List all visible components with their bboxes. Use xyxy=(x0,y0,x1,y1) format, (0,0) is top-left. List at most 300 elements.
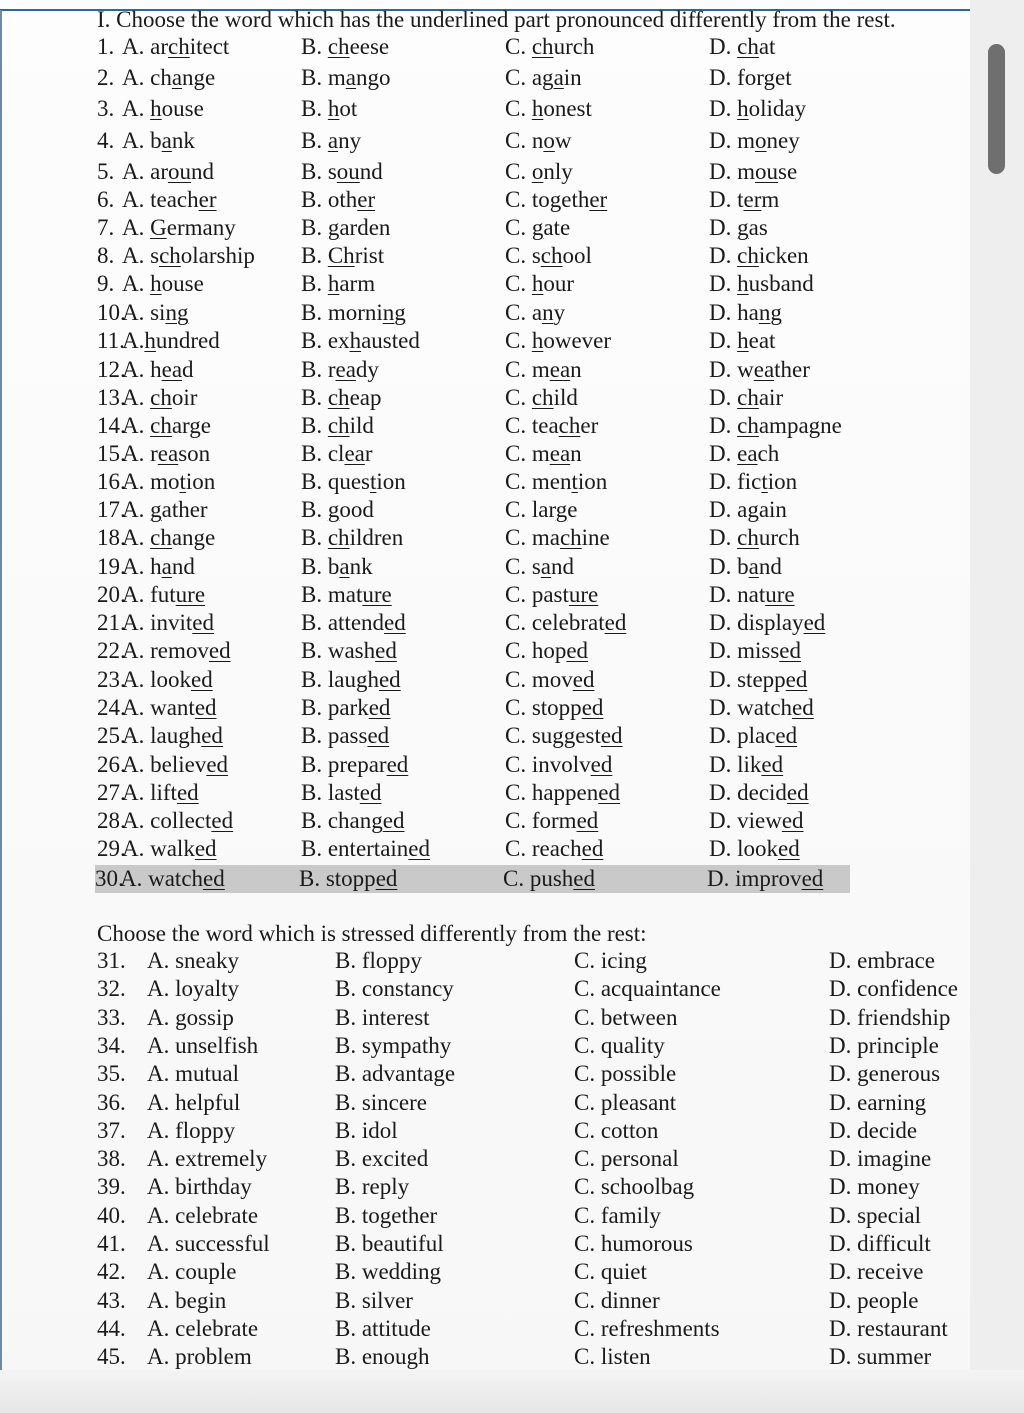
option-b: B. mango xyxy=(301,65,391,90)
underlined-part: h xyxy=(737,271,749,296)
question-number: 27. xyxy=(97,780,126,805)
underlined-part: ure xyxy=(362,582,392,607)
option-a: A. floppy xyxy=(147,1118,236,1143)
underlined-part: h xyxy=(531,328,544,353)
option-d: D. summer xyxy=(829,1344,932,1369)
option-a: A. Germany xyxy=(122,215,236,240)
option-b: B. laughed xyxy=(301,667,401,692)
option-c: C. dinner xyxy=(574,1288,660,1313)
option-c: C. quiet xyxy=(574,1259,647,1284)
option-d: D. restaurant xyxy=(829,1316,948,1341)
option-c: C. personal xyxy=(574,1146,679,1171)
underlined-part: g xyxy=(555,497,568,522)
option-b: B. attended xyxy=(301,610,406,635)
underlined-part: o xyxy=(531,159,544,184)
option-c: C. honest xyxy=(505,96,592,121)
underlined-part: ea xyxy=(753,357,775,382)
question-number: 5. xyxy=(97,159,115,184)
option-a: A. laughed xyxy=(122,723,223,748)
option-b: B. ready xyxy=(301,357,379,382)
underlined-part: ch xyxy=(531,34,554,59)
underlined-part: ed xyxy=(778,836,800,861)
question-number: 25. xyxy=(97,723,126,748)
option-d: D. heat xyxy=(709,328,776,353)
underlined-part: ed xyxy=(775,723,798,748)
question-number: 40. xyxy=(97,1203,126,1228)
option-a: A. change xyxy=(122,65,216,90)
option-a: A. gather xyxy=(122,497,208,522)
underlined-part: h xyxy=(327,271,340,296)
option-c: C. acquaintance xyxy=(574,976,721,1001)
option-b: B. beautiful xyxy=(335,1231,444,1256)
underlined-part: ed xyxy=(761,752,784,777)
option-c: C. quality xyxy=(574,1033,665,1058)
option-b: B. floppy xyxy=(335,948,422,973)
option-b: B. cheese xyxy=(301,34,390,59)
option-c: C. mention xyxy=(505,469,608,494)
underlined-part: ed xyxy=(785,667,808,692)
option-a: A. watched xyxy=(120,866,225,891)
underlined-part: ed xyxy=(211,808,234,833)
underlined-part: o xyxy=(543,128,555,153)
underlined-part: ed xyxy=(581,836,604,861)
underlined-part: ed xyxy=(206,752,229,777)
option-a: A. looked xyxy=(122,667,213,692)
option-b: B. sound xyxy=(301,159,383,184)
option-b: B. parked xyxy=(301,695,391,720)
question-number: 37. xyxy=(97,1118,126,1143)
option-a: A. extremely xyxy=(147,1146,268,1171)
option-c: C. any xyxy=(505,300,566,325)
option-a: A. unselfish xyxy=(147,1033,259,1058)
question-number: 45. xyxy=(97,1344,126,1369)
question-number: 43. xyxy=(97,1288,126,1313)
option-d: D. embrace xyxy=(829,948,935,973)
underlined-part: G xyxy=(150,215,167,240)
question-number: 18. xyxy=(97,525,126,550)
option-b: B. sympathy xyxy=(335,1033,452,1058)
underlined-part: ed xyxy=(572,667,595,692)
underlined-part: ed xyxy=(368,695,391,720)
option-d: D. gas xyxy=(709,215,768,240)
option-a: A. change xyxy=(122,525,216,550)
underlined-part: h xyxy=(349,328,362,353)
option-d: D. holiday xyxy=(709,96,807,121)
option-b: B. exhausted xyxy=(301,328,420,353)
question-number: 38. xyxy=(97,1146,126,1171)
option-a: A. walked xyxy=(122,836,217,861)
underlined-part: ng xyxy=(165,300,189,325)
question-number: 39. xyxy=(97,1174,126,1199)
option-a: A. head xyxy=(122,357,194,382)
option-b: B. silver xyxy=(335,1288,413,1313)
option-b: B. interest xyxy=(335,1005,430,1030)
underlined-part: ed xyxy=(600,723,623,748)
option-c: C. hour xyxy=(505,271,575,296)
question-number: 14. xyxy=(97,413,126,438)
underlined-part: ed xyxy=(367,723,390,748)
underlined-part: a xyxy=(327,128,339,153)
option-a: A. teacher xyxy=(122,187,217,212)
section1-heading: I. Choose the word which has the underlined part pronounced differently from the rest. xyxy=(97,7,896,32)
underlined-part: a xyxy=(339,554,350,579)
question-number: 11. xyxy=(97,328,125,353)
option-b: B. wedding xyxy=(335,1259,442,1284)
option-a: A. house xyxy=(122,271,204,296)
question-number: 2. xyxy=(97,65,115,90)
underlined-part: ch xyxy=(327,34,350,59)
option-d: D. again xyxy=(709,497,787,522)
underlined-part: ed xyxy=(378,667,401,692)
option-c: C. sand xyxy=(505,554,575,579)
underlined-part: ea xyxy=(335,357,356,382)
underlined-part: ure xyxy=(568,582,599,607)
option-b: B. passed xyxy=(301,723,390,748)
underlined-part: er xyxy=(589,187,608,212)
option-b: B. morning xyxy=(301,300,406,325)
question-number: 16. xyxy=(97,469,126,494)
option-c: C. however xyxy=(505,328,612,353)
option-c: C. school xyxy=(505,243,592,268)
option-a: A. celebrate xyxy=(147,1316,259,1341)
option-a: A. choir xyxy=(122,385,198,410)
option-a: A. invited xyxy=(122,610,214,635)
option-b: B. other xyxy=(301,187,376,212)
question-number: 21. xyxy=(97,610,126,635)
option-b: B. idol xyxy=(335,1118,398,1143)
option-a: A. helpful xyxy=(147,1090,241,1115)
option-a: A. scholarship xyxy=(122,243,255,268)
underlined-part: a xyxy=(161,554,172,579)
question-number: 28. xyxy=(97,808,126,833)
underlined-part: h xyxy=(327,96,340,121)
left-border xyxy=(0,10,2,1413)
option-d: D. decide xyxy=(829,1118,918,1143)
option-a: A. mutual xyxy=(147,1061,239,1086)
option-c: C. pleasant xyxy=(574,1090,677,1115)
underlined-part: ea xyxy=(157,441,179,466)
option-d: D. church xyxy=(709,525,800,550)
option-d: D. people xyxy=(829,1288,919,1313)
question-number: 26. xyxy=(97,752,126,777)
underlined-part: ch xyxy=(531,385,554,410)
underlined-part: ed xyxy=(382,808,405,833)
option-b: B. reply xyxy=(335,1174,410,1199)
underlined-part: ea xyxy=(549,357,571,382)
option-a: A. gossip xyxy=(147,1005,234,1030)
underlined-part: g xyxy=(747,497,759,522)
underlined-part: ch xyxy=(540,243,563,268)
option-d: D. watched xyxy=(709,695,814,720)
underlined-part: ed xyxy=(792,695,814,720)
underlined-part: n xyxy=(542,300,554,325)
underlined-part: ed xyxy=(786,780,809,805)
option-b: B. excited xyxy=(335,1146,429,1171)
option-c: C. happened xyxy=(505,780,620,805)
underlined-part: ch xyxy=(559,525,582,550)
option-c: C. pushed xyxy=(503,866,596,891)
underlined-part: ch xyxy=(150,385,172,410)
option-b: B. Christ xyxy=(301,243,385,268)
underlined-part: ch xyxy=(159,243,181,268)
option-d: D. nature xyxy=(709,582,795,607)
question-number: 15. xyxy=(97,441,126,466)
option-a: A. successful xyxy=(147,1231,270,1256)
option-d: D. confidence xyxy=(829,976,958,1001)
option-a: A. wanted xyxy=(122,695,217,720)
underlined-part: a xyxy=(553,65,564,90)
underlined-part: g xyxy=(327,497,340,522)
underlined-part: h xyxy=(531,96,544,121)
option-a: A. house xyxy=(122,96,204,121)
option-c: C. machine xyxy=(505,525,610,550)
option-b: B. lasted xyxy=(301,780,382,805)
option-b: B. sincere xyxy=(335,1090,427,1115)
question-number: 42. xyxy=(97,1259,126,1284)
option-d: D. fiction xyxy=(709,469,798,494)
vertical-scrollbar-thumb[interactable] xyxy=(988,44,1005,174)
underlined-part: t xyxy=(761,469,768,494)
option-a: A. sing xyxy=(122,300,189,325)
option-a: A. birthday xyxy=(147,1174,252,1199)
question-number: 13. xyxy=(97,385,126,410)
option-c: C. schoolbag xyxy=(574,1174,695,1199)
underlined-part: g xyxy=(150,497,162,522)
option-b: B. stopped xyxy=(299,866,398,891)
underlined-part: ed xyxy=(375,866,398,891)
underlined-part: ed xyxy=(566,638,589,663)
option-a: A. lifted xyxy=(122,780,199,805)
option-d: D. friendship xyxy=(829,1005,951,1030)
question-number: 20. xyxy=(97,582,126,607)
option-a: A. problem xyxy=(147,1344,252,1369)
underlined-part: er xyxy=(198,187,217,212)
option-a: A. sneaky xyxy=(147,948,239,973)
option-c: C. refreshments xyxy=(574,1316,720,1341)
underlined-part: ed xyxy=(781,808,804,833)
underlined-part: o xyxy=(755,128,767,153)
underlined-part: ed xyxy=(203,866,225,891)
option-c: C. formed xyxy=(505,808,599,833)
underlined-part: ed xyxy=(573,866,596,891)
underlined-part: ed xyxy=(801,866,824,891)
underlined-part: er xyxy=(743,187,762,212)
option-c: C. possible xyxy=(574,1061,677,1086)
option-d: D. improved xyxy=(707,866,824,891)
underlined-part: h xyxy=(144,328,156,353)
question-number: 34. xyxy=(97,1033,126,1058)
option-d: D. chat xyxy=(709,34,776,59)
underlined-part: ch xyxy=(167,34,190,59)
option-b: B. enough xyxy=(335,1344,430,1369)
question-number: 4. xyxy=(97,128,115,153)
option-b: B. any xyxy=(301,128,362,153)
question-number: 31. xyxy=(97,948,126,973)
underlined-part: ng xyxy=(382,300,406,325)
option-d: D. decided xyxy=(709,780,809,805)
underlined-part: ed xyxy=(779,638,802,663)
question-number: 29. xyxy=(97,836,126,861)
question-number: 7. xyxy=(97,215,115,240)
underlined-part: ed xyxy=(375,638,397,663)
underlined-part: ch xyxy=(327,385,350,410)
option-d: D. receive xyxy=(829,1259,924,1284)
option-c: C. suggested xyxy=(505,723,623,748)
option-c: C. pasture xyxy=(505,582,599,607)
option-b: B. mature xyxy=(301,582,392,607)
underlined-part: h xyxy=(150,271,162,296)
underlined-part: ed xyxy=(194,695,217,720)
question-number: 3. xyxy=(97,96,115,121)
option-c: C. between xyxy=(574,1005,678,1030)
option-b: B. garden xyxy=(301,215,391,240)
option-c: C. mean xyxy=(505,441,582,466)
option-a: A. begin xyxy=(147,1288,227,1313)
option-d: D. looked xyxy=(709,836,800,861)
underlined-part: ea xyxy=(737,441,758,466)
underlined-part: ea xyxy=(344,441,365,466)
underlined-part: ed xyxy=(576,808,599,833)
underlined-part: ed xyxy=(598,780,620,805)
option-d: D. term xyxy=(709,187,780,212)
option-b: B. constancy xyxy=(335,976,454,1001)
option-d: D. each xyxy=(709,441,780,466)
option-b: B. harm xyxy=(301,271,376,296)
underlined-part: h xyxy=(737,328,749,353)
underlined-part: ou xyxy=(167,159,191,184)
question-number: 24. xyxy=(97,695,126,720)
option-c: C. now xyxy=(505,128,572,153)
option-a: A. future xyxy=(122,582,206,607)
option-c: C. church xyxy=(505,34,595,59)
option-a: A. motion xyxy=(122,469,216,494)
underlined-part: ea xyxy=(549,441,571,466)
question-number: 22. xyxy=(97,638,126,663)
option-b: B. clear xyxy=(301,441,373,466)
option-a: A. couple xyxy=(147,1259,237,1284)
option-a: A. around xyxy=(122,159,214,184)
underlined-part: ch xyxy=(737,413,759,438)
underlined-part: ch xyxy=(150,525,172,550)
underlined-part: ed xyxy=(590,752,613,777)
option-a: A. architect xyxy=(122,34,230,59)
option-d: D. earning xyxy=(829,1090,927,1115)
underlined-part: ed xyxy=(194,836,217,861)
option-d: D. chicken xyxy=(709,243,809,268)
option-b: B. together xyxy=(335,1203,438,1228)
underlined-part: a xyxy=(171,65,183,90)
option-b: B. bank xyxy=(301,554,373,579)
underlined-part: ch xyxy=(150,413,172,438)
underlined-part: ch xyxy=(327,413,350,438)
question-number: 10. xyxy=(97,300,126,325)
option-c: C. hoped xyxy=(505,638,589,663)
question-number: 9. xyxy=(97,271,115,296)
question-number: 6. xyxy=(97,187,115,212)
underlined-part: ed xyxy=(191,667,213,692)
option-d: D. principle xyxy=(829,1033,939,1058)
underlined-part: Ch xyxy=(327,243,355,268)
underlined-part: ed xyxy=(359,780,382,805)
option-c: C. icing xyxy=(574,948,647,973)
underlined-part: h xyxy=(531,271,544,296)
option-d: D. imagine xyxy=(829,1146,932,1171)
option-a: A. bank xyxy=(122,128,195,153)
underlined-part: ed xyxy=(604,610,627,635)
underlined-part: t xyxy=(370,469,377,494)
option-d: D. difficult xyxy=(829,1231,931,1256)
option-d: D. money xyxy=(829,1174,920,1199)
option-a: A. collected xyxy=(122,808,234,833)
option-c: C. teacher xyxy=(505,413,599,438)
bottom-edge xyxy=(0,1370,1024,1413)
option-a: A. loyalty xyxy=(147,976,239,1001)
option-a: A. hand xyxy=(122,554,195,579)
underlined-part: ou xyxy=(336,159,360,184)
option-d: D. weather xyxy=(709,357,810,382)
underlined-part: h xyxy=(150,96,162,121)
option-b: B. question xyxy=(301,469,406,494)
option-b: B. cheap xyxy=(301,385,382,410)
question-number: 41. xyxy=(97,1231,126,1256)
option-d: D. hang xyxy=(709,300,782,325)
option-b: B. washed xyxy=(301,638,397,663)
option-b: B. good xyxy=(301,497,374,522)
question-number: 12. xyxy=(97,357,126,382)
question-row xyxy=(95,865,850,893)
underlined-part: ed xyxy=(208,638,231,663)
option-a: A. removed xyxy=(122,638,231,663)
option-b: B. hot xyxy=(301,96,358,121)
underlined-part: g xyxy=(327,215,340,240)
option-c: C. together xyxy=(505,187,608,212)
underlined-part: ch xyxy=(737,385,759,410)
underlined-part: g xyxy=(737,215,749,240)
option-a: A.hundred xyxy=(122,328,220,353)
option-b: B. entertained xyxy=(301,836,431,861)
option-b: B. advantage xyxy=(335,1061,456,1086)
underlined-part: ch xyxy=(737,34,759,59)
section2-heading: Choose the word which is stressed differently from the rest: xyxy=(97,921,647,946)
option-a: A. reason xyxy=(122,441,211,466)
question-number: 19. xyxy=(97,554,126,579)
option-b: B. child xyxy=(301,413,374,438)
underlined-part: ch xyxy=(327,525,350,550)
option-d: D. generous xyxy=(829,1061,941,1086)
option-c: C. listen xyxy=(574,1344,651,1369)
underlined-part: ch xyxy=(737,243,759,268)
option-d: D. forget xyxy=(709,65,792,90)
question-number: 17. xyxy=(97,497,126,522)
underlined-part: g xyxy=(531,215,544,240)
option-b: B. attitude xyxy=(335,1316,431,1341)
underlined-part: er xyxy=(357,187,376,212)
option-c: C. again xyxy=(505,65,582,90)
underlined-part: a xyxy=(161,128,172,153)
underlined-part: ed xyxy=(384,610,406,635)
option-d: D. husband xyxy=(709,271,814,296)
underlined-part: ch xyxy=(558,413,581,438)
underlined-part: ed xyxy=(581,695,604,720)
option-b: B. changed xyxy=(301,808,405,833)
underlined-part: ou xyxy=(755,159,778,184)
option-d: D. chair xyxy=(709,385,784,410)
question-number: 44. xyxy=(97,1316,126,1341)
option-a: A. believed xyxy=(122,752,229,777)
option-c: C. mean xyxy=(505,357,582,382)
option-d: D. mouse xyxy=(709,159,798,184)
option-d: D. special xyxy=(829,1203,921,1228)
